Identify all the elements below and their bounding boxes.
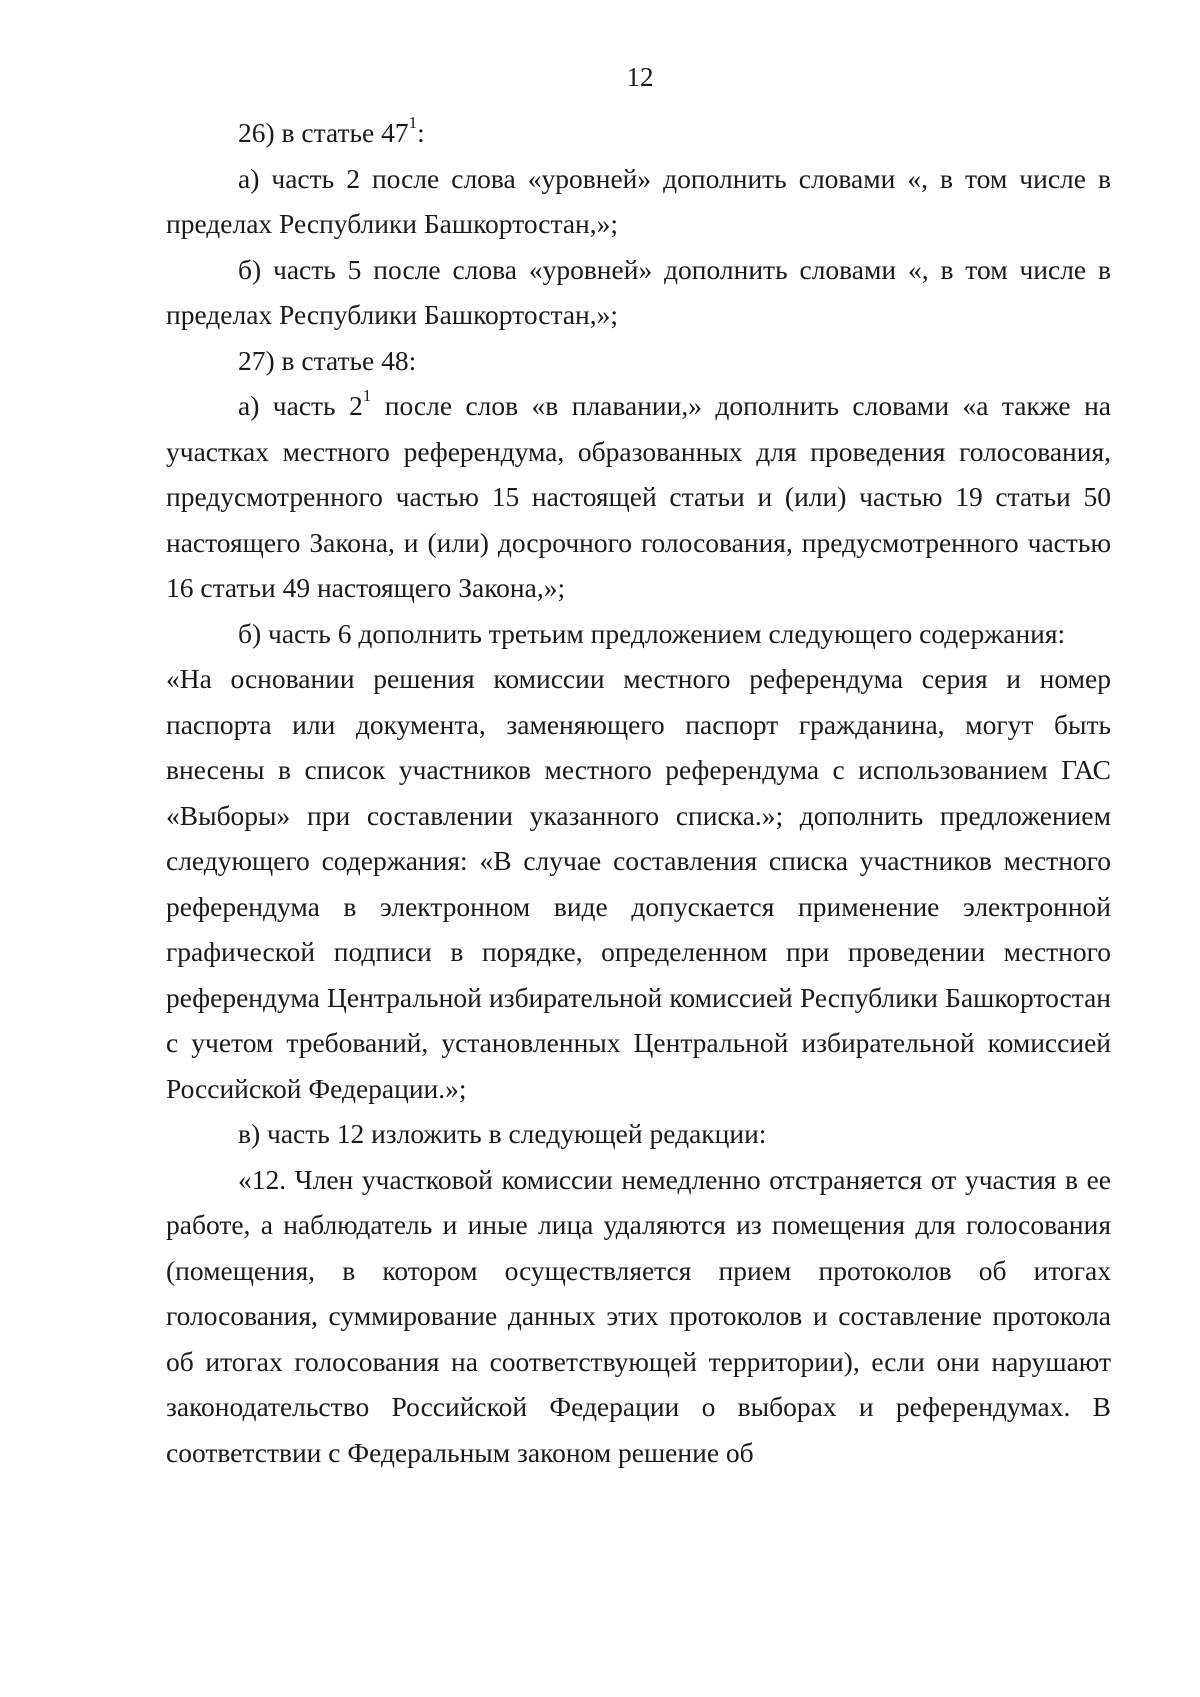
paragraph-item-27b: б) часть 6 дополнить третьим предложением следующего содержания: <box>238 617 1066 649</box>
paragraph-item-26b: б) часть 5 после слова «уровней» дополнить словами «, в том числе в пределах Республики Башкортостан,»; <box>166 253 1111 330</box>
paragraph-quoted-text: «На основании решения комиссии местного референдума серия и номер паспорта или документа, заменяющего паспорт гражданина, могут быть внесены в список участников местного референдума с использованием ГАС «Выборы» при составлении указанного списка.»; дополнить предложением следующего содержания: «В случае составления списка участников местного референдума в электронном виде допускается применение электронной графической подписи в порядке, определенном при проведении местного референдума Центральной избирательной комиссией Республики Башкортостан с учетом требований, установленных Центральной избирательной комиссией Российской Федерации.»; <box>166 663 1111 1104</box>
page-number: 12 <box>626 62 654 92</box>
paragraph-item-27: 27) в статье 48: <box>238 344 417 376</box>
document-body <box>166 110 1111 1475</box>
paragraph-item-27a: а) часть $2^1$ после слов «в плавании,» дополнить словами «а также на участках местного референдума, образованных для проведения голосования, предусмотренного частью 15 настоящей статьи и (или) частью 19 статьи 50 настоящего Закона, и (или) досрочного голосования, предусмотренного частью 16 статьи 49 настоящего Закона,»; <box>166 385 1111 603</box>
paragraph-part-12-text: «12. Член участковой комиссии немедленно отстраняется от участия в ее работе, а наблюдатель и иные лица удаляются из помещения для голосования (помещения, в котором осуществляется прием протоколов об итогах голосования, суммирование данных этих протоколов и составление протокола об итогах голосования на соответствующей территории), если они нарушают законодательство Российской Федерации о выборах и референдумах. В соответствии с Федеральным законом решение об <box>166 1163 1111 1468</box>
paragraph-item-27v: в) часть 12 изложить в следующей редакции: <box>238 1118 767 1149</box>
paragraph-item-26a: а) часть 2 после слова «уровней» дополнить словами «, в том числе в пределах Республики Башкортостан,»; <box>166 162 1111 239</box>
paragraph-item-26: 26) в статье $47^1$: <box>238 112 425 148</box>
